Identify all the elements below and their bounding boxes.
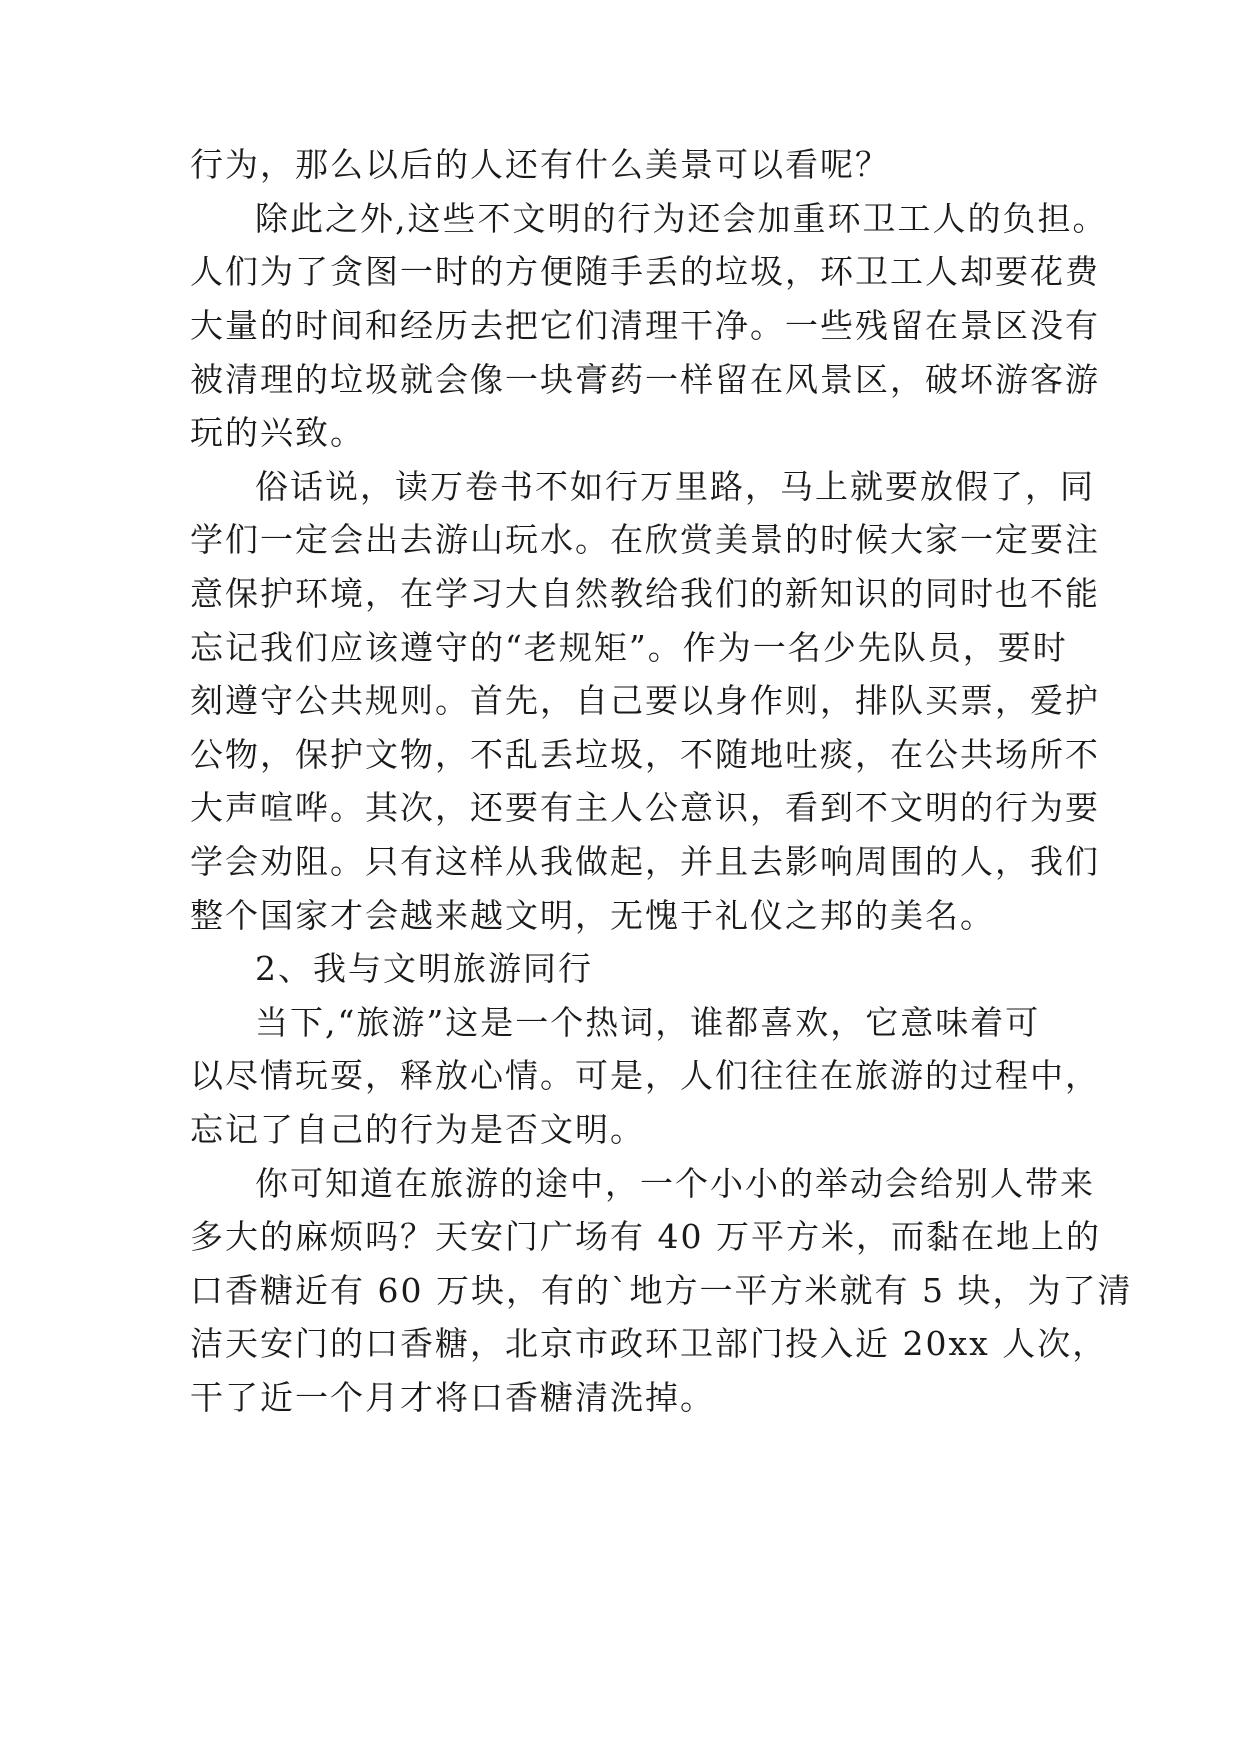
text-line: 俗话说，读万卷书不如行万里路，马上就要放假了，同 (255, 467, 1095, 506)
text-line: 2、我与文明旅游同行 (255, 949, 593, 988)
text-line: 学会劝阻。只有这样从我做起，并且去影响周围的人，我们 (190, 842, 1100, 881)
text-line: 当下,“旅游”这是一个热词，谁都喜欢，它意味着可 (255, 1003, 1041, 1042)
text-line: 多大的麻烦吗？天安门广场有 40 万平方米，而黏在地上的 (190, 1217, 1101, 1256)
text-line: 大量的时间和经历去把它们清理干净。一些残留在景区没有 (190, 306, 1100, 345)
text-line: 被清理的垃圾就会像一块膏药一样留在风景区，破坏游客游 (190, 360, 1100, 399)
text-line: 忘记我们应该遵守的“老规矩”。作为一名少先队员，要时 (190, 628, 1068, 667)
text-line: 学们一定会出去游山玩水。在欣赏美景的时候大家一定要注 (190, 520, 1100, 559)
text-line: 大声喧哗。其次，还要有主人公意识，看到不文明的行为要 (190, 788, 1100, 827)
text-line: 人们为了贪图一时的方便随手丢的垃圾，环卫工人却要花费 (190, 252, 1100, 291)
text-line: 整个国家才会越来越文明，无愧于礼仪之邦的美名。 (190, 896, 995, 935)
text-line: 口香糖近有 60 万块，有的`地方一平方米就有 5 块，为了清 (190, 1271, 1133, 1310)
text-line: 你可知道在旅游的途中，一个小小的举动会给别人带来 (255, 1164, 1095, 1203)
text-line: 洁天安门的口香糖，北京市政环卫部门投入近 20xx 人次， (190, 1324, 1108, 1363)
text-line: 刻遵守公共规则。首先，自己要以身作则，排队买票，爱护 (190, 681, 1100, 720)
text-line: 除此之外,这些不文明的行为还会加重环卫工人的负担。 (255, 199, 1108, 238)
text-line: 干了近一个月才将口香糖清洗掉。 (190, 1378, 715, 1417)
text-line: 以尽情玩耍，释放心情。可是，人们往往在旅游的过程中， (190, 1056, 1100, 1095)
text-line: 忘记了自己的行为是否文明。 (190, 1110, 645, 1149)
text-line: 玩的兴致。 (190, 413, 365, 452)
text-line: 公物，保护文物，不乱丢垃圾，不随地吐痰，在公共场所不 (190, 735, 1100, 774)
text-line: 行为，那么以后的人还有什么美景可以看呢？ (190, 145, 890, 184)
text-line: 意保护环境，在学习大自然教给我们的新知识的同时也不能 (190, 574, 1100, 613)
